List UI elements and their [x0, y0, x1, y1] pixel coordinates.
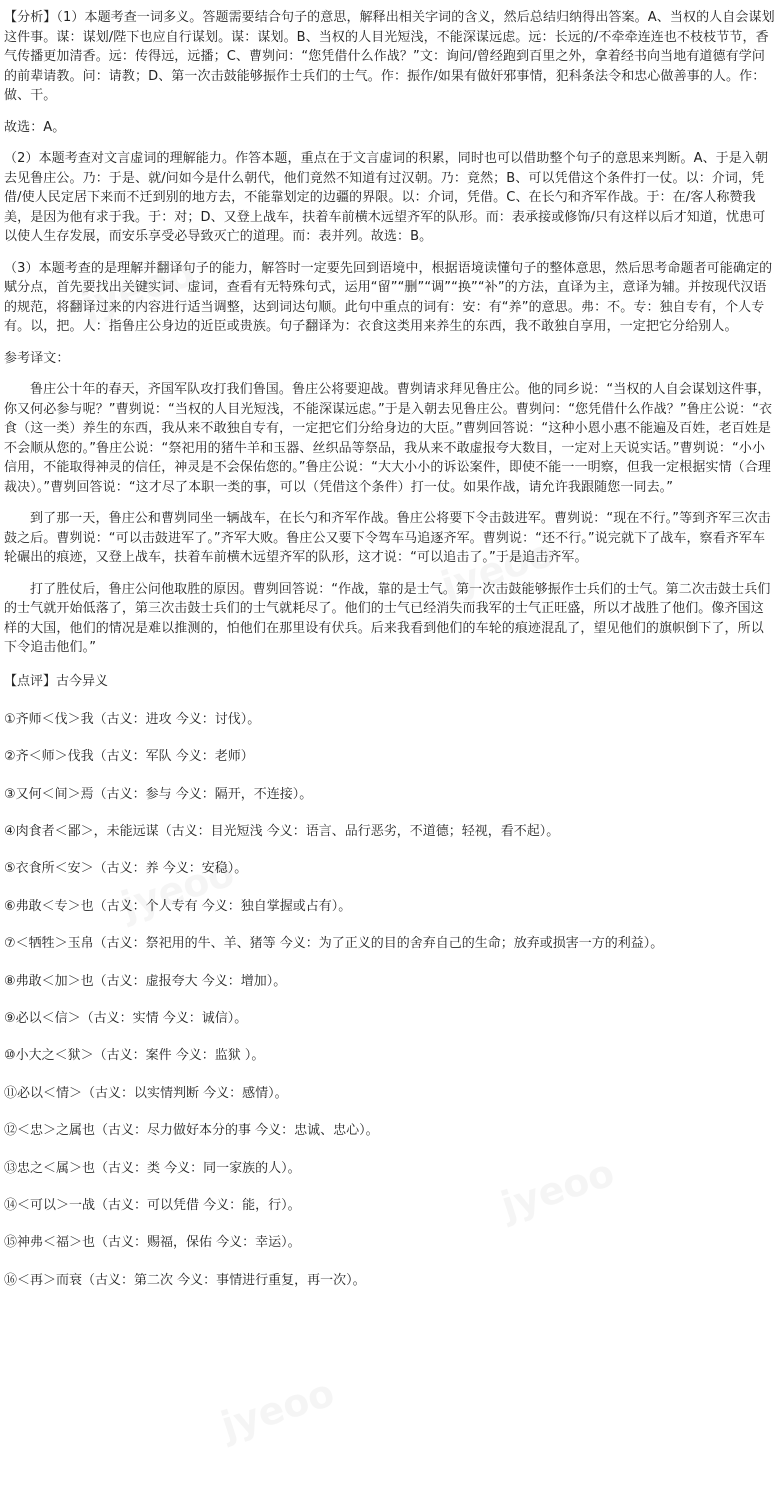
review-item-2: ②齐＜师＞伐我（古义：军队 今义：老师）	[4, 749, 254, 765]
watermark	[220, 1383, 336, 1437]
review-item-9: ⑨必以＜信＞（古义：实情 今义：诚信）。	[4, 1010, 248, 1026]
translation-paragraph-1: 鲁庄公十年的春天，齐国军队攻打我们鲁国。鲁庄公将要迎战。曹刿请求拜见鲁庄公。他的同乡说：“当权的人自会谋划这件事，你又何必参与呢？”曹刿说：“当权的人目光短浅，不能深谋远虑。”于是入朝去见鲁庄公。曹刿问：“您凭借什么作战？”鲁庄公说：“衣食（这一类）养生的东西，我从来不敢独自专有，一定把它们分给身边的大臣。”曹刿回答说：“这种小恩小惠不能遍及百姓，老百姓是不会顺从您的。”鲁庄公说：“祭祀用的猪牛羊和玉器、丝织品等祭品，我从来不敢虚报夸大数目，一定对上天说实话。”曹刿说：“小小信用，不能取得神灵的信任，神灵是不会保佑您的。”鲁庄公说：“大大小小的诉讼案件，即使不能一一明察，但我一定根据实情（合理裁决）。”曹刿回答说：“这才尽了本职一类的事，可以（凭借这个条件）打一仗。如果作战，请允许我跟随您一同去。”	[4, 382, 773, 495]
review-item-14: ⑭＜可以＞一战（古义：可以凭借 今义：能，行）。	[4, 1197, 301, 1213]
review-item-13: ⑬忠之＜属＞也（古义：类 今义：同一家族的人）。	[4, 1160, 301, 1176]
review-heading: 【点评】古今异义	[4, 674, 109, 690]
review-item-5: ⑤衣食所＜安＞（古义：养 今义：安稳）。	[4, 861, 248, 877]
translation-heading: 参考译文：	[4, 350, 70, 366]
analysis-part-1: 【分析】（1）本题考查一词多义。答题需要结合句子的意思，解释出相关字词的含义，然后总结归纳得出答案。A、当权的人自会谋划这件事。谋：谋划/陛下也应自行谋划。谋：谋划。B、当权的人目光短浅，不能深谋远虑。远：长远的/不牵牵连连也不枝枝节节，香气传播更加清香。远：传得远，远播；C、曹刿问：“您凭借什么作战？”文：询问/曾经跑到百里之外，拿着经书向当地有道德有学问的前辈请教。问：请教；D、第一次击鼓能够振作士兵们的士气。作：振作/如果有做奸邪事情，犯科条法令和忠心做善事的人。作：做、干。	[4, 10, 775, 103]
translation-paragraph-3: 打了胜仗后，鲁庄公问他取胜的原因。曹刿回答说：“作战，靠的是士气。第一次击鼓能够振作士兵们的士气。第二次击鼓士兵们的士气就开始低落了，第三次击鼓士兵们的士气就耗尽了。他们的士气已经消失而我军的士气正旺盛，所以才战胜了他们。像齐国这样的大国，他们的情况是难以推测的，怕他们在那里设有伏兵。后来我看到他们的车轮的痕迹混乱了，望见他们的旗帜倒下了，所以下令追击他们。”	[4, 581, 771, 655]
review-item-7: ⑦＜牺牲＞玉帛（古义：祭祀用的牛、羊、猪等 今义：为了正义的目的舍弃自己的生命；放弃或损害一方的利益）。	[4, 936, 664, 952]
review-item-16: ⑯＜再＞而衰（古义：第二次 今义：事情进行重复，再一次）。	[4, 1272, 366, 1288]
translation-paragraph-2: 到了那一天，鲁庄公和曹刿同坐一辆战车，在长勺和齐军作战。鲁庄公将要下令击鼓进军。曹刿说：“现在不行。”等到齐军三次击鼓之后。曹刿说：“可以击鼓进军了。”齐军大败。鲁庄公又要下令驾车马追逐齐军。曹刿说：“还不行。”说完就下了战车，察看齐军车轮碾出的痕迹，又登上战车，扶着车前横木远望齐军的队形，这才说：“可以追击了。”于是追击齐军。	[4, 511, 771, 565]
review-item-15: ⑮神弗＜福＞也（古义：赐福，保佑 今义：幸运）。	[4, 1235, 301, 1251]
analysis-part-3: （3）本题考查的是理解并翻译句子的能力，解答时一定要先回到语境中，根据语境读懂句子的整体意思，然后思考命题者可能确定的赋分点，首先要找出关键实词、虚词，查看有无特殊句式，运用“留”“删”“调”“换”“补”的方法，直译为主，意译为辅。并按现代汉语的规范，将翻译过来的内容进行适当调整，达到词达句顺。此句中重点的词有：安：有“养”的意思。弗：不。专：独自专有，个人专有。以，把。人：指鲁庄公身边的近臣或贵族。句子翻译为：衣食这类用来养生的东西，我不敢独自享用，一定把它分给别人。	[4, 260, 773, 334]
review-item-12: ⑫＜忠＞之属也（古义：尽力做好本分的事 今义：忠诚、忠心）。	[4, 1123, 379, 1139]
review-item-3: ③又何＜间＞焉（古义：参与 今义：隔开，不连接）。	[4, 786, 313, 802]
review-item-6: ⑥弗敢＜专＞也（古义：个人专有 今义：独自掌握或占有）。	[4, 898, 352, 914]
review-item-4: ④肉食者＜鄙＞，未能远谋（古义：目光短浅 今义：语言、品行恶劣，不道德；轻视，看不起）。	[4, 824, 560, 839]
analysis-part-2: （2）本题考查对文言虚词的理解能力。作答本题，重点在于文言虚词的积累，同时也可以借助整个句子的意思来判断。A、于是入朝去见鲁庄公。乃：于是、就/问如今是什么朝代，他们竟然不知道有过汉朝。乃：竟然；B、可以凭借这个条件打一仗。以：介词，凭借/使人民定居下来而不迁到别的地方去，不能靠划定的边疆的界限。以：介词，凭借。C、在长勺和齐军作战。于：在/客人称赞我美，是因为他有求于我。于：对；D、又登上战车，扶着车前横木远望齐军的队形。而：表承接或修饰/只有这样以后才知道，忧患可以使人生存发展，而安乐享受必导致灭亡的道理。而：表并列。故选：B。	[4, 151, 769, 244]
answer-choice-1: 故选：A。	[4, 119, 66, 135]
review-item-11: ⑪必以＜情＞（古义：以实情判断 今义：感情）。	[4, 1085, 288, 1101]
review-item-8: ⑧弗敢＜加＞也（古义：虚报夸大 今义：增加）。	[4, 973, 287, 989]
review-item-1: ①齐师＜伐＞我（古义：进攻 今义：讨伐）。	[4, 711, 261, 727]
review-item-10: ⑩小大之＜狱＞（古义：案件 今义：监狱 ）。	[4, 1048, 265, 1064]
